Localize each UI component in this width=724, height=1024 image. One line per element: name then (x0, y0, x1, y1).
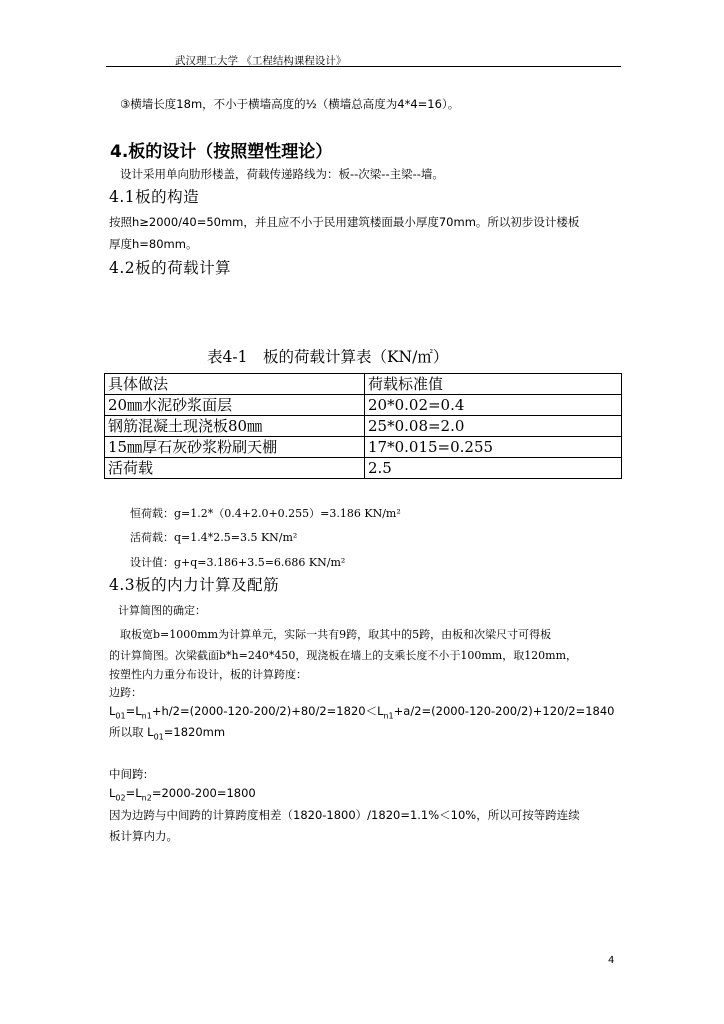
design-value-formula: 设计值：g+q=3.186+3.5=6.686 KN/m² (130, 556, 346, 569)
table-row (105, 437, 622, 458)
table-row (105, 458, 622, 479)
table-cell: 25*0.08=2.0 (365, 416, 622, 437)
table-cell: 2.5 (365, 458, 622, 479)
section-4-heading: 4.板的设计（按照塑性理论） (110, 142, 333, 162)
live-load-formula: 活荷载：q=1.4*2.5=3.5 KN/m² (130, 531, 298, 544)
edge-span-formula: $L_{01}=L_{n1}+h/2=(2000-120-200/2)+80/2=1820<L_{n1}+a/2=(2000-120-200/2)+120/2=1840$ (109, 704, 615, 721)
table-cell: 钢筋混凝土现浇板80㎜ (105, 416, 365, 437)
page-number: 4 (608, 955, 615, 966)
table-cell: 20㎜水泥砂浆面层 (105, 395, 365, 416)
table-row (105, 416, 622, 437)
section-4-3-heading: 4.3板的内力计算及配筋 (109, 576, 280, 594)
span-paragraph-line-2: 的计算简图。次梁截面b*h=240*450，现浇板在墙上的支乘长度不小于100mm，取120mm， (109, 649, 578, 662)
table-cell: 17*0.015=0.255 (365, 437, 622, 458)
span-diagram-label: 计算简图的确定： (118, 604, 206, 617)
table-cell: 活荷载 (105, 458, 365, 479)
table-cell: 15㎜厚石灰砂浆粉刷天棚 (105, 437, 365, 458)
span-paragraph-line-1: 取板宽b=1000mm为计算单元，实际一共有9跨，取其中的5跨，由板和次梁尺寸可得板 (120, 628, 552, 641)
thickness-line-1: 按照h≥2000/40=50mm，并且应不小于民用建筑楼面最小厚度70mm。所以初步设计楼板 (109, 215, 580, 229)
table-cell: 20*0.02=0.4 (365, 395, 622, 416)
table-caption: 表4-1 板的荷载计算表（KN/㎡） (207, 348, 449, 366)
load-table (104, 373, 622, 479)
design-intro: 设计采用单向肋形楼盖，荷载传递路线为：板--次梁--主梁--墙。 (120, 167, 444, 181)
table-row (105, 395, 622, 416)
section-4-2-heading: 4.2板的荷载计算 (109, 259, 232, 277)
thickness-line-2: 厚度h=80mm。 (109, 237, 198, 251)
edge-span-result: 所以取 $L_{01}=1820mm$ (109, 725, 226, 742)
crosswall-note: ③横墙长度18m，不小于横墙高度的½（横墙总高度为4*4=16）。 (120, 97, 460, 111)
mid-span-label: 中间跨: (109, 767, 148, 781)
table-header-cell: 荷载标准值 (365, 374, 622, 395)
conclusion-line-1: 因为边跨与中间跨的计算跨度相差（1820-1800）/1820=1.1%＜10%，所以可按等跨连续 (109, 808, 580, 822)
span-paragraph-line-3: 按塑性内力重分布设计，板的计算跨度： (109, 668, 307, 681)
mid-span-formula: $L_{02}=L_{n2}=2000-200=1800$ (109, 786, 256, 803)
edge-span-label: 边跨： (109, 686, 142, 699)
conclusion-line-2: 板计算内力。 (109, 829, 178, 843)
table-header-row (105, 374, 622, 395)
header-divider (106, 66, 621, 67)
table-header-cell: 具体做法 (105, 374, 365, 395)
dead-load-formula: 恒荷载：g=1.2*（0.4+2.0+0.255）=3.186 KN/m² (130, 507, 401, 520)
page-header: 武汉理工大学 《工程结构课程设计》 (175, 55, 347, 67)
section-4-1-heading: 4.1板的构造 (109, 188, 200, 206)
